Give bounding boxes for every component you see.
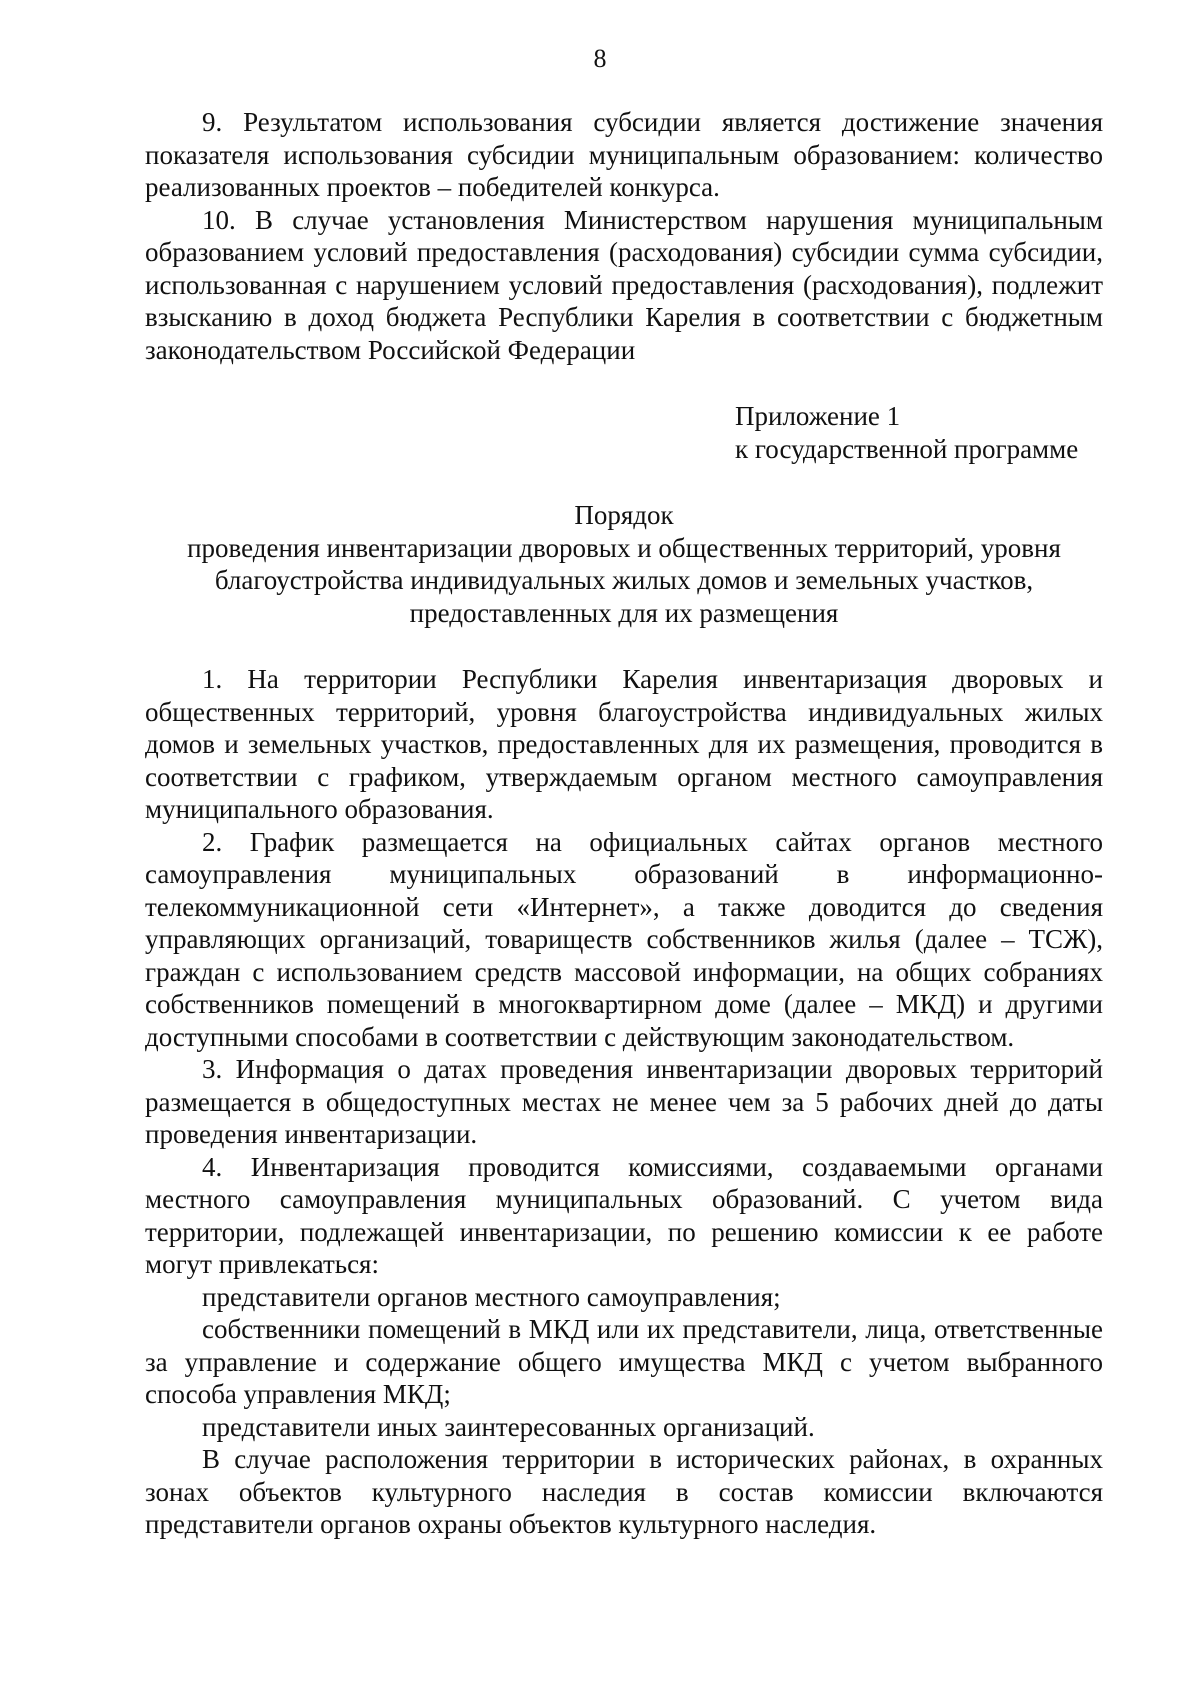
title-subtitle-line-2: благоустройства индивидуальных жилых домов и земельных участков, [214, 565, 1034, 595]
appendix-number: Приложение 1 [735, 401, 901, 431]
list-item-owners: собственники помещений в МКД или их представители, лица, ответственные за управление и содержание общего имущества МКД с учетом выбранного способа управления МКД; [145, 1314, 1103, 1409]
paragraph-schedule-publication: 2. График размещается на официальных сайтах органов местного самоуправления муниципальных образований в информационно-телекоммуникационной сети «Интернет», а также доводится до сведения управляющих организаций, товариществ собственников жилья (далее – ТСЖ), граждан с использованием средств массовой информации, на общих собраниях собственников помещений в многоквартирном доме (далее – МКД) и другими доступными способами в соответствии с действующим законодательством. [145, 826, 1103, 1052]
paragraph-result-of-subsidy: 9. Результатом использования субсидии является достижение значения показателя использования субсидии муниципальным образованием: количество реализованных проектов – победителей конкурса. [145, 107, 1103, 202]
page-number: 8 [593, 44, 607, 73]
list-item-local-government: представители органов местного самоуправления; [202, 1281, 781, 1312]
paragraph-inventory-dates: 3. Информация о датах проведения инвентаризации дворовых территорий размещается в общедоступных местах не менее чем за 5 рабочих дней до даты проведения инвентаризации. [145, 1054, 1103, 1149]
title-subtitle-line-1: проведения инвентаризации дворовых и общественных территорий, уровня [187, 532, 1061, 563]
paragraph-cultural-heritage: В случае расположения территории в исторических районах, в охранных зонах объектов культурного наследия в состав комиссии включаются представители органов охраны объектов культурного наследия. [145, 1444, 1103, 1539]
list-item-other-organizations: представители иных заинтересованных организаций. [202, 1411, 815, 1442]
title-heading: Порядок [574, 500, 674, 530]
document-body [145, 106, 1103, 1541]
paragraph-subsidy-violation: 10. В случае установления Министерством нарушения муниципальным образованием условий предоставления (расходования) субсидии сумма субсидии, использованная с нарушением условий предоставления (расходования), подлежит взысканию в доход бюджета Республики Карелия в соответствии с бюджетным законодательством Российской Федерации [145, 204, 1103, 365]
appendix-note [735, 400, 1103, 465]
paragraph-commission: 4. Инвентаризация проводится комиссиями, создаваемыми органами местного самоуправления муниципальных образований. С учетом вида территории, подлежащей инвентаризации, по решению комиссии к ее работе могут привлекаться: [145, 1151, 1103, 1279]
paragraph-inventory-schedule: 1. На территории Республики Карелия инвентаризация дворовых и общественных территорий, уровня благоустройства индивидуальных жилых домов и земельных участков, предоставленных для их размещения, проводится в соответствии с графиком, утверждаемым органом местного самоуправления муниципального образования. [145, 664, 1103, 824]
section-spacer [145, 629, 1103, 663]
document-title [145, 499, 1103, 629]
appendix-reference: к государственной программе [735, 433, 1079, 464]
title-subtitle-line-3: предоставленных для их размещения [409, 597, 839, 628]
